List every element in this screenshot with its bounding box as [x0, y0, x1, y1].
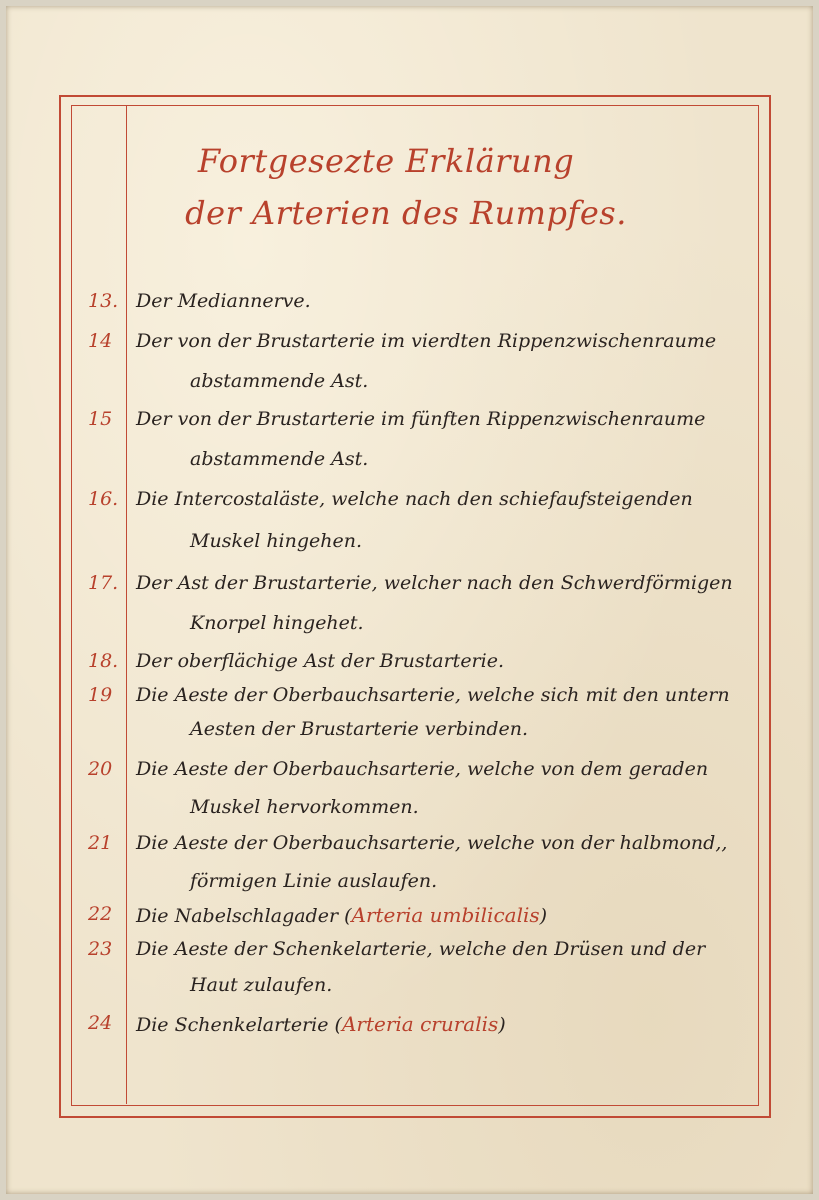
entry-text: Der oberflächige Ast der Brustarterie.	[136, 650, 505, 672]
entry-text-continued: förmigen Linie auslaufen.	[190, 870, 438, 892]
entry-text-german: Die Nabelschlagader (	[136, 905, 352, 927]
entry-number: 14	[88, 330, 113, 352]
entry-text: Der von der Brustarterie im vierdten Rippenzwischenraume	[136, 330, 717, 352]
latin-term: Arteria umbilicalis	[351, 903, 540, 927]
entry-text-continued: abstammende Ast.	[190, 448, 369, 470]
entry-text: Der Mediannerve.	[136, 290, 311, 312]
entry-number: 20	[88, 758, 113, 780]
entry-text: Die Intercostaläste, welche nach den schiefaufsteigenden	[136, 488, 693, 510]
entry-text-continued: Muskel hervorkommen.	[190, 796, 419, 818]
entry-text-close: )	[498, 1014, 506, 1036]
entry-text: Die Aeste der Oberbauchsarterie, welche sich mit den untern	[136, 684, 730, 706]
page-title: Fortgesezte Erklärung	[197, 142, 575, 180]
entry-number: 16.	[88, 488, 119, 510]
latin-term: Arteria cruralis	[341, 1012, 499, 1036]
entry-text-continued: Muskel hingehen.	[190, 530, 363, 552]
entry-number: 21	[88, 832, 113, 854]
entry-text: Der Ast der Brustarterie, welcher nach den Schwerdförmigen	[136, 572, 733, 594]
entry-number: 18.	[88, 650, 119, 672]
entry-number: 24	[88, 1012, 113, 1034]
entry-text: Die Aeste der Oberbauchsarterie, welche von der halbmond,,	[136, 832, 728, 854]
entry-number: 19	[88, 684, 113, 706]
entry-text	[136, 1012, 506, 1036]
entry-text-continued: Knorpel hingehet.	[190, 612, 364, 634]
entry-text	[136, 903, 547, 927]
entry-text-continued: Haut zulaufen.	[190, 974, 333, 996]
entry-number: 22	[88, 903, 113, 925]
entry-text: Der von der Brustarterie im fünften Rippenzwischenraume	[136, 408, 706, 430]
page-subtitle: der Arterien des Rumpfes.	[185, 194, 627, 232]
entry-text-continued: abstammende Ast.	[190, 370, 369, 392]
entry-text-close: )	[539, 905, 548, 927]
manuscript-page	[6, 6, 813, 1194]
entry-number: 17.	[88, 572, 119, 594]
entry-number: 23	[88, 938, 113, 960]
entry-text-continued: Aesten der Brustarterie verbinden.	[190, 718, 529, 740]
entry-number: 13.	[88, 290, 119, 312]
entry-text-german: Die Schenkelarterie (	[136, 1014, 342, 1036]
entry-number: 15	[88, 408, 113, 430]
entry-text: Die Aeste der Schenkelarterie, welche den Drüsen und der	[136, 938, 706, 960]
entry-text: Die Aeste der Oberbauchsarterie, welche von dem geraden	[136, 758, 709, 780]
